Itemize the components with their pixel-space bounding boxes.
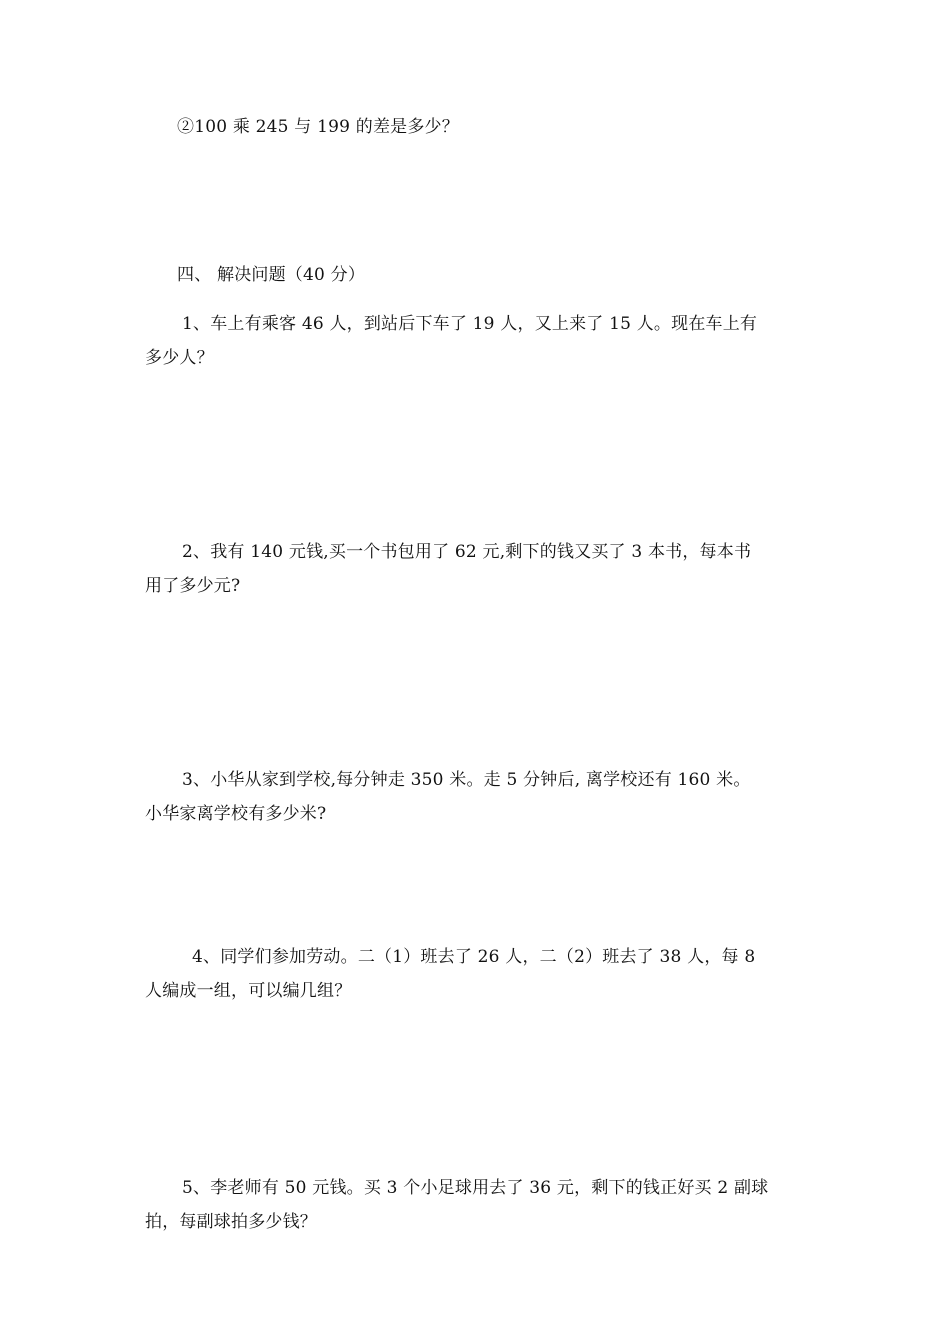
problem-line: 2、我有 140 元钱,买一个书包用了 62 元,剩下的钱又买了 3 本书，每本书 [182,542,752,562]
problem-line: 小华家离学校有多少米? [145,804,327,824]
problem-line: 4、同学们参加劳动。二（1）班去了 26 人，二（2）班去了 38 人，每 8 [192,947,756,967]
problem-line: 5、李老师有 50 元钱。买 3 个小足球用去了 36 元，剩下的钱正好买 2 副球 [182,1178,769,1198]
problem-line: 3、小华从家到学校,每分钟走 350 米。走 5 分钟后, 离学校还有 160 米。 [182,770,751,790]
previous-question: ②100 乘 245 与 199 的差是多少？ [177,117,459,137]
problem-line: 拍，每副球拍多少钱？ [145,1212,317,1232]
problem-line: 人编成一组，可以编几组？ [145,981,352,1001]
problem-line: 1、车上有乘客 46 人，到站后下车了 19 人，又上来了 15 人。现在车上有 [182,314,758,334]
problem-line: 用了多少元? [145,576,241,596]
problem-line: 多少人？ [145,348,214,368]
section-title: 四、 解决问题（40 分） [177,265,366,285]
